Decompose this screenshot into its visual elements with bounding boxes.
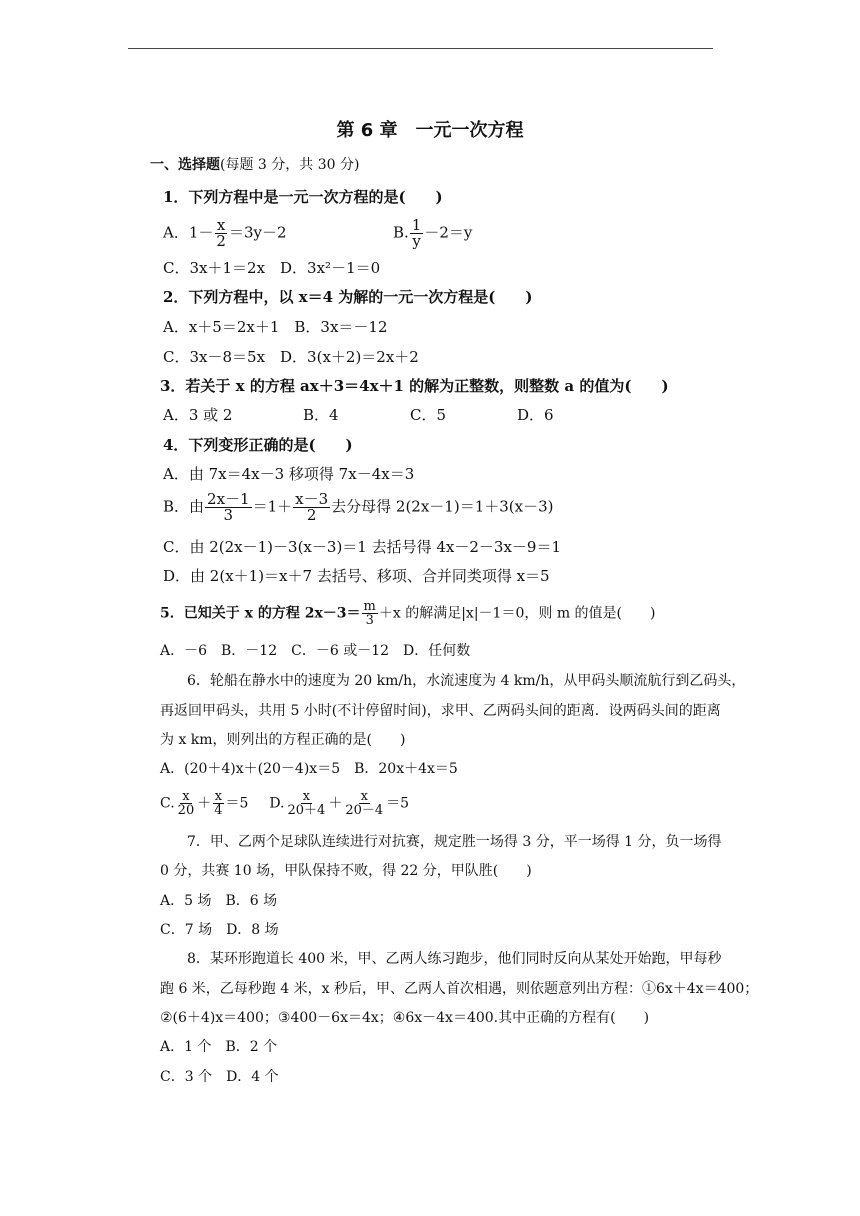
q6-c-numerator-2: x: [214, 789, 223, 804]
q5-stem-suffix: ＋x 的解满足|x|－1＝0，则 m 的值是( ): [378, 605, 656, 622]
page-title: 第 6 章 一元一次方程: [336, 120, 524, 141]
question-4-stem: 4．下列变形正确的是( ): [163, 436, 353, 454]
q6-c-prefix: C.: [160, 795, 175, 812]
q4-b-fraction-2: [293, 492, 330, 523]
question-2-options-ab: A．x＋5＝2x＋1 B．3x＝－12: [163, 318, 388, 336]
q1-b-suffix: －2＝y: [424, 223, 473, 242]
q1-b-fraction: [410, 218, 424, 249]
header-rule: [128, 48, 713, 49]
question-1-option-a: [163, 218, 287, 249]
q6-c-plus: ＋: [197, 795, 212, 812]
q6-d-prefix: D.: [269, 795, 285, 812]
section-note: (每题 3 分，共 30 分): [220, 157, 360, 173]
q4-b-middle: ＝1＋: [252, 497, 293, 516]
question-4-option-b: [163, 492, 554, 523]
q1-a-fraction: [214, 218, 228, 249]
q6-d-numerator-2: x: [360, 789, 368, 804]
q6-d-fraction-1: [286, 790, 328, 817]
q4-b-numerator-1: 2x－1: [207, 490, 250, 508]
q5-fraction: [362, 600, 378, 627]
q1-a-suffix: ＝3y－2: [228, 223, 287, 242]
q1-a-denominator: 2: [216, 232, 226, 250]
q6-c-denominator-2: 4: [214, 803, 223, 818]
question-4-option-a: A．由 7x＝4x－3 移项得 7x－4x＝3: [163, 465, 415, 483]
q5-denominator: 3: [365, 613, 374, 628]
question-3-option-b: B．4: [303, 406, 339, 424]
q6-d-numerator-1: x: [302, 789, 311, 804]
question-3-stem: 3．若关于 x 的方程 ax＋3＝4x＋1 的解为正整数，则整数 a 的值为( ): [160, 377, 669, 395]
section-label: 一、选择题: [150, 157, 220, 173]
q1-a-prefix: A．1－: [163, 223, 214, 242]
question-1-stem: 1．下列方程中是一元一次方程的是( ): [163, 188, 443, 206]
q6-c-numerator-1: x: [182, 789, 190, 804]
q6-c-fraction-1: [176, 790, 197, 817]
question-6-options-ab: A．(20＋4)x＋(20－4)x＝5 B．20x＋4x＝5: [160, 761, 458, 777]
q6-c-denominator-1: 20: [177, 803, 195, 818]
question-7-options-cd: C．7 场 D．8 场: [160, 922, 279, 938]
question-7-line-2: 0 分，共赛 10 场，甲队保持不败，得 22 分，甲队胜( ): [160, 863, 532, 879]
q1-b-numerator: 1: [411, 216, 422, 234]
question-6-options-cd: [160, 790, 409, 817]
question-2-options-cd: C．3x－8＝5x D．3(x＋2)＝2x＋2: [163, 348, 419, 366]
question-3-option-d: D．6: [517, 406, 554, 424]
question-1-options-cd: C．3x＋1＝2x D．3x²－1＝0: [163, 259, 381, 277]
q6-c-equals: ＝5: [225, 795, 249, 812]
question-5-options: A．－6 B．－12 C．－6 或－12 D．任何数: [160, 643, 471, 659]
q6-d-denominator-2: 20－4: [345, 803, 384, 818]
question-2-stem: 2．下列方程中，以 x＝4 为解的一元一次方程是( ): [163, 288, 533, 306]
question-6-line-3: 为 x km，则列出的方程正确的是( ): [160, 732, 406, 748]
q6-d-denominator-1: 20＋4: [287, 803, 326, 818]
q5-stem-prefix: 5．已知关于 x 的方程 2x－3＝: [160, 605, 361, 622]
question-4-option-d: D．由 2(x＋1)＝x＋7 去括号、移项、合并同类项得 x＝5: [163, 567, 550, 585]
q4-b-fraction-1: [205, 492, 252, 523]
question-6-line-2: 再返回甲码头，共用 5 小时(不计停留时间)，求甲、乙两码头间的距离．设两码头间的距离: [160, 703, 721, 719]
question-8-line-1: 8．某环形跑道长 400 米，甲、乙两人练习跑步，他们同时反向从某处开始跑，甲每秒: [187, 951, 722, 967]
question-4-option-c: C．由 2(2x－1)－3(x－3)＝1 去括号得 4x－2－3x－9＝1: [163, 538, 562, 556]
q6-d-fraction-2: [343, 790, 385, 817]
q6-d-plus: ＋: [328, 795, 343, 812]
q1-b-prefix: B.: [393, 223, 409, 242]
question-8-options-cd: C．3 个 D．4 个: [160, 1069, 279, 1085]
question-8-line-3: ②(6＋4)x＝400；③400－6x＝4x；④6x－4x＝400.其中正确的方程有( ): [160, 1010, 650, 1026]
q4-b-prefix: B．由: [163, 497, 205, 516]
question-7-options-ab: A．5 场 B．6 场: [160, 893, 278, 909]
question-1-option-b: [393, 218, 472, 249]
question-8-line-2: 跑 6 米，乙每秒跑 4 米，x 秒后，甲、乙两人首次相遇，则依题意列出方程：①6x＋4x＝400；: [160, 981, 759, 997]
q4-b-suffix: 去分母得 2(2x－1)＝1＋3(x－3): [331, 497, 554, 516]
question-3-option-a: A．3 或 2: [163, 406, 233, 424]
question-7-line-1: 7．甲、乙两个足球队连续进行对抗赛，规定胜一场得 3 分，平一场得 1 分，负一场得: [187, 834, 722, 850]
q6-c-fraction-2: [212, 790, 224, 817]
q4-b-denominator-2: 2: [306, 506, 317, 524]
question-6-line-1: 6．轮船在静水中的速度为 20 km/h，水流速度为 4 km/h，从甲码头顺流航行到乙码头，: [187, 673, 746, 689]
q6-d-equals: ＝5: [386, 795, 410, 812]
q1-a-numerator: x: [216, 216, 226, 234]
section-heading: [150, 154, 359, 176]
q1-b-denominator: y: [412, 232, 421, 250]
q4-b-denominator-1: 3: [223, 506, 234, 524]
question-3-option-c: C．5: [410, 406, 447, 424]
question-8-options-ab: A．1 个 B．2 个: [160, 1039, 278, 1055]
q4-b-numerator-2: x－3: [295, 490, 329, 508]
question-5-stem: [160, 600, 655, 627]
q5-numerator: m: [363, 599, 376, 614]
